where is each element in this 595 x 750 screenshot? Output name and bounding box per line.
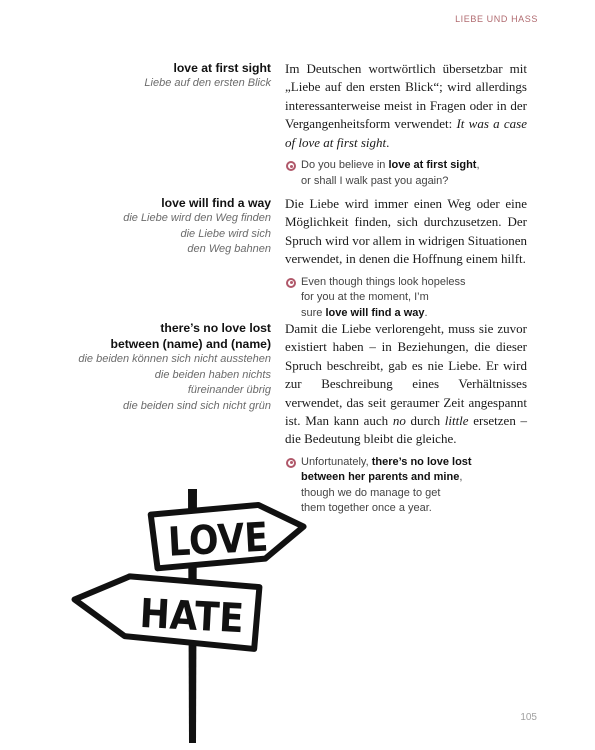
term: there’s no love lost bbox=[160, 321, 271, 335]
page-number: 105 bbox=[520, 712, 537, 723]
love-sign bbox=[151, 503, 306, 569]
running-head: LIEBE UND HASS bbox=[455, 14, 538, 24]
description-column bbox=[285, 320, 527, 517]
description: Damit die Liebe verlorengeht, muss sie zuvor existiert haben – in Beziehungen, die dieser Spruch beschreibt, gab es nie Liebe. Er wird zur Beschreibung eines Verhältnisses verwendet, das seit geraumer Zeit angespannt ist. Man kann auch no durch little ersetzen – die Bedeutung bleibt die gleiche. bbox=[285, 321, 527, 447]
term: between (name) and (name) bbox=[110, 337, 271, 351]
term-column bbox=[31, 195, 271, 258]
example-sentence: Do you believe in love at first sight, or shall I walk past you again? bbox=[285, 158, 527, 189]
bullet-icon bbox=[286, 458, 296, 468]
translation: die Liebe wird den Weg finden bbox=[123, 212, 271, 224]
hate-sign-text: HATE bbox=[138, 590, 257, 643]
translation: den Weg bahnen bbox=[187, 243, 271, 255]
term: love will find a way bbox=[161, 196, 271, 210]
translation: Liebe auf den ersten Blick bbox=[144, 77, 271, 89]
example-sentence: Even though things look hopeless for you at the moment, I’m sure love will find a way. bbox=[285, 275, 527, 322]
term-column bbox=[31, 60, 271, 92]
description: Im Deutschen wortwörtlich übersetzbar mit „Liebe auf den ersten Blick“; wird allerdings interessanterweise meist in Fragen oder in der Vergangenheitsform verwendet: It was a case of love at first sight. bbox=[285, 61, 527, 150]
description-column bbox=[285, 60, 527, 189]
hate-sign bbox=[72, 573, 259, 649]
term-column bbox=[31, 320, 271, 414]
love-sign-text: LOVE bbox=[167, 513, 285, 566]
bullet-icon bbox=[286, 161, 296, 171]
translation: die beiden können sich nicht ausstehen bbox=[78, 353, 271, 365]
translation: die Liebe wird sich bbox=[180, 227, 271, 240]
description-column bbox=[285, 195, 527, 321]
love-hate-signpost-illustration bbox=[70, 487, 310, 745]
example-sentence: Unfortunately, there’s no love lost between her parents and mine, though we do manage to get them together once a year. bbox=[285, 455, 527, 517]
translation: füreinander übrig bbox=[187, 384, 271, 396]
translation: die beiden haben nichts bbox=[154, 368, 271, 381]
description: Die Liebe wird immer einen Weg oder eine Möglichkeit finden, sich durchzusetzen. Der Spruch wird vor allem in widrigen Situationen verwendet, in denen die Hoffnung einem hilft. bbox=[285, 196, 527, 267]
bullet-icon bbox=[286, 278, 296, 288]
translation: die beiden sind sich nicht grün bbox=[123, 399, 271, 412]
term: love at first sight bbox=[173, 61, 271, 75]
